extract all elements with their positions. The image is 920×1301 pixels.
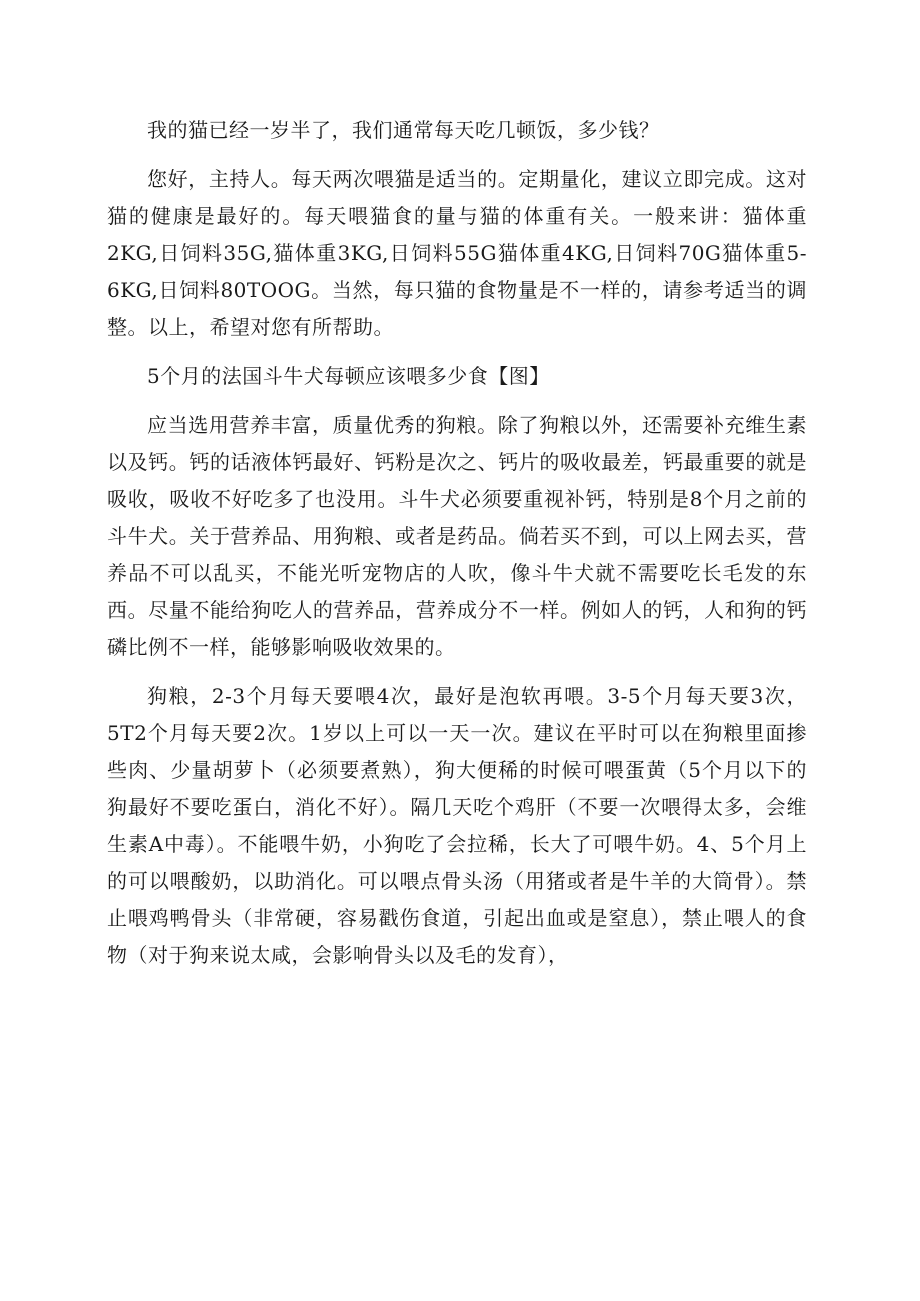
paragraph-answer-cat: 您好，主持人。每天两次喂猫是适当的。定期量化，建议立即完成。这对猫的健康是最好的。每天喂猫食的量与猫的体重有关。一般来讲：猫体重2KG,日饲料35G,猫体重3KG,日饲料55G猫体重4KG,日饲料70G猫体重5-6KG,日饲料80TOOG。当然，每只猫的食物量是不一样的，请参考适当的调整。以上，希望对您有所帮助。 bbox=[107, 167, 807, 339]
paragraph-answer-nutrition: 应当选用营养丰富，质量优秀的狗粮。除了狗粮以外，还需要补充维生素以及钙。钙的话液体钙最好、钙粉是次之、钙片的吸收最差，钙最重要的就是吸收，吸收不好吃多了也没用。斗牛犬必须要重视补钙，特别是8个月之前的斗牛犬。关于营养品、用狗粮、或者是药品。倘若买不到，可以上网去买，营养品不可以乱买，不能光听宠物店的人吹，像斗牛犬就不需要吃长毛发的东西。尽量不能给狗吃人的营养品，营养成分不一样。例如人的钙，人和狗的钙磷比例不一样，能够影响吸收效果的。 bbox=[107, 413, 807, 659]
document-body bbox=[107, 112, 807, 986]
paragraph-question-bulldog: 5个月的法国斗牛犬每顿应该喂多少食【图】 bbox=[147, 364, 550, 388]
paragraph-question-cat: 我的猫已经一岁半了，我们通常每天吃几顿饭，多少钱？ bbox=[147, 118, 660, 142]
paragraph-answer-feeding: 狗粮，2-3个月每天要喂4次，最好是泡软再喂。3-5个月每天要3次，5T2个月每天要2次。1岁以上可以一天一次。建议在平时可以在狗粮里面掺些肉、少量胡萝卜（必须要煮熟），狗大便稀的时候可喂蛋黄（5个月以下的狗最好不要吃蛋白，消化不好）。隔几天吃个鸡肝（不要一次喂得太多，会维生素A中毒）。不能喂牛奶，小狗吃了会拉稀，长大了可喂牛奶。4、5个月上的可以喂酸奶，以助消化。可以喂点骨头汤（用猪或者是牛羊的大筒骨）。禁止喂鸡鸭骨头（非常硬，容易戳伤食道，引起出血或是窒息），禁止喂人的食物（对于狗来说太咸，会影响骨头以及毛的发育）， bbox=[107, 684, 807, 967]
